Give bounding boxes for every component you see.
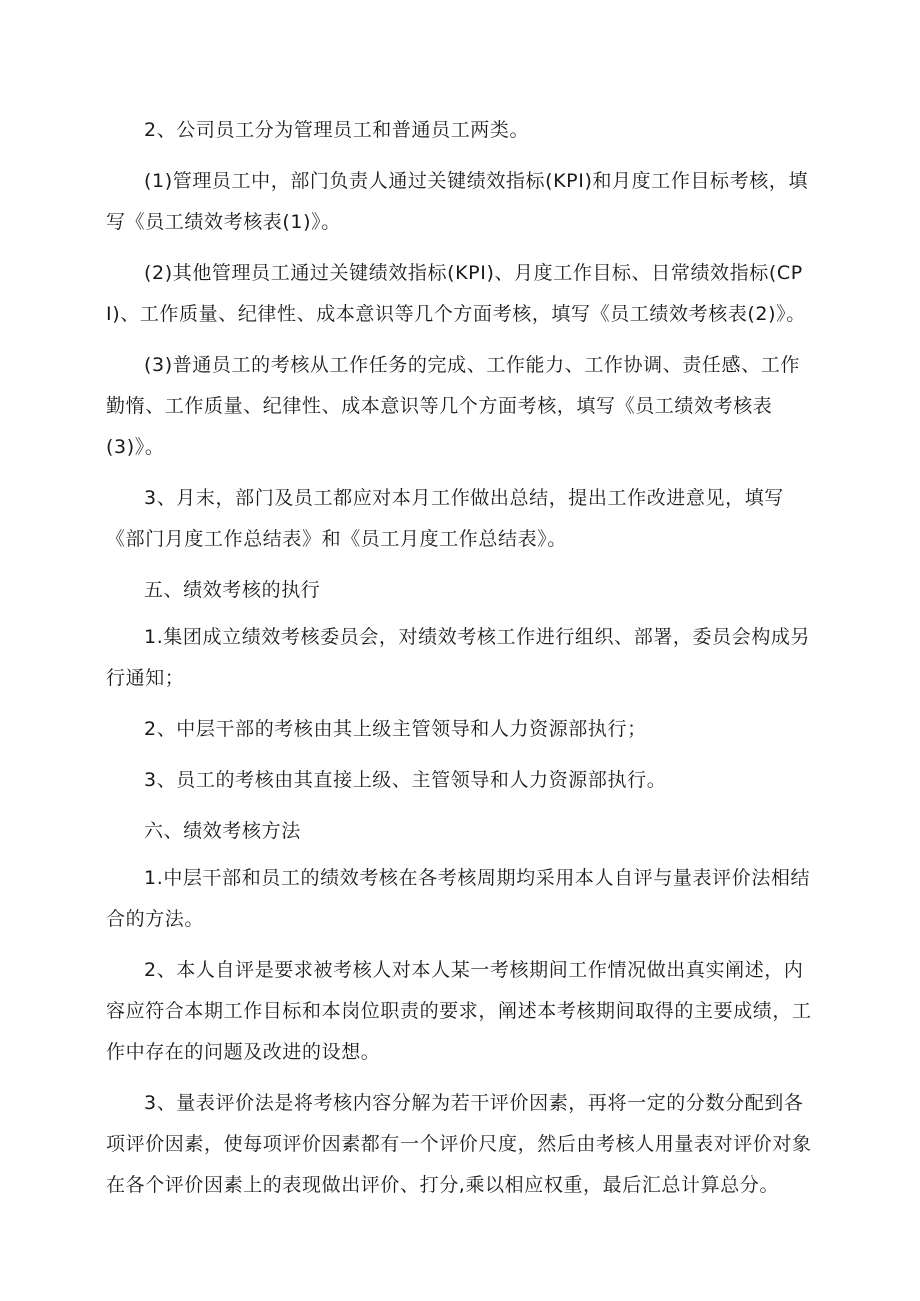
section-heading-methods: 六、绩效考核方法 — [144, 820, 301, 842]
paragraph-monthly-summary: 3、月末，部门及员工都应对本月工作做出总结，提出工作改进意见，填写《部门月度工作总结表》和《员工月度工作总结表》。 — [106, 487, 784, 550]
paragraph-middle-management: 2、中层干部的考核由其上级主管领导和人力资源部执行； — [144, 718, 647, 740]
document-page — [106, 110, 814, 1216]
paragraph-employee-classification: 2、公司员工分为管理员工和普通员工两类。 — [144, 119, 530, 141]
paragraph-other-management: (2)其他管理员工通过关键绩效指标(KPI)、月度工作目标、日常绩效指标(CPI)、工作质量、纪律性、成本意识等几个方面考核，填写《员工绩效考核表(2)》。 — [106, 262, 806, 325]
paragraph-method-combination: 1.中层干部和员工的绩效考核在各考核周期均采用本人自评与量表评价法相结合的方法。 — [106, 867, 811, 930]
paragraph-regular-employees: (3)普通员工的考核从工作任务的完成、工作能力、工作协调、责任感、工作勤惰、工作质量、纪律性、成本意识等几个方面考核，填写《员工绩效考核表(3)》。 — [106, 354, 800, 458]
paragraph-management-kpi: (1)管理员工中，部门负责人通过关键绩效指标(KPI)和月度工作目标考核，填写《员工绩效考核表(1)》。 — [106, 170, 809, 233]
paragraph-committee: 1.集团成立绩效考核委员会，对绩效考核工作进行组织、部署，委员会构成另行通知； — [106, 626, 811, 689]
paragraph-scale-evaluation: 3、量表评价法是将考核内容分解为若干评价因素，再将一定的分数分配到各项评价因素，使每项评价因素都有一个评价尺度，然后由考核人用量表对评价对象在各个评价因素上的表现做出评价、打分,乘以相应权重，最后汇总计算总分。 — [106, 1092, 812, 1196]
paragraph-self-evaluation: 2、本人自评是要求被考核人对本人某一考核期间工作情况做出真实阐述，内容应符合本期工作目标和本岗位职责的要求，阐述本考核期间取得的主要成绩，工作中存在的问题及改进的设想。 — [106, 959, 812, 1063]
paragraph-employee-assessment: 3、员工的考核由其直接上级、主管领导和人力资源部执行。 — [144, 769, 667, 791]
section-heading-execution: 五、绩效考核的执行 — [144, 579, 321, 601]
